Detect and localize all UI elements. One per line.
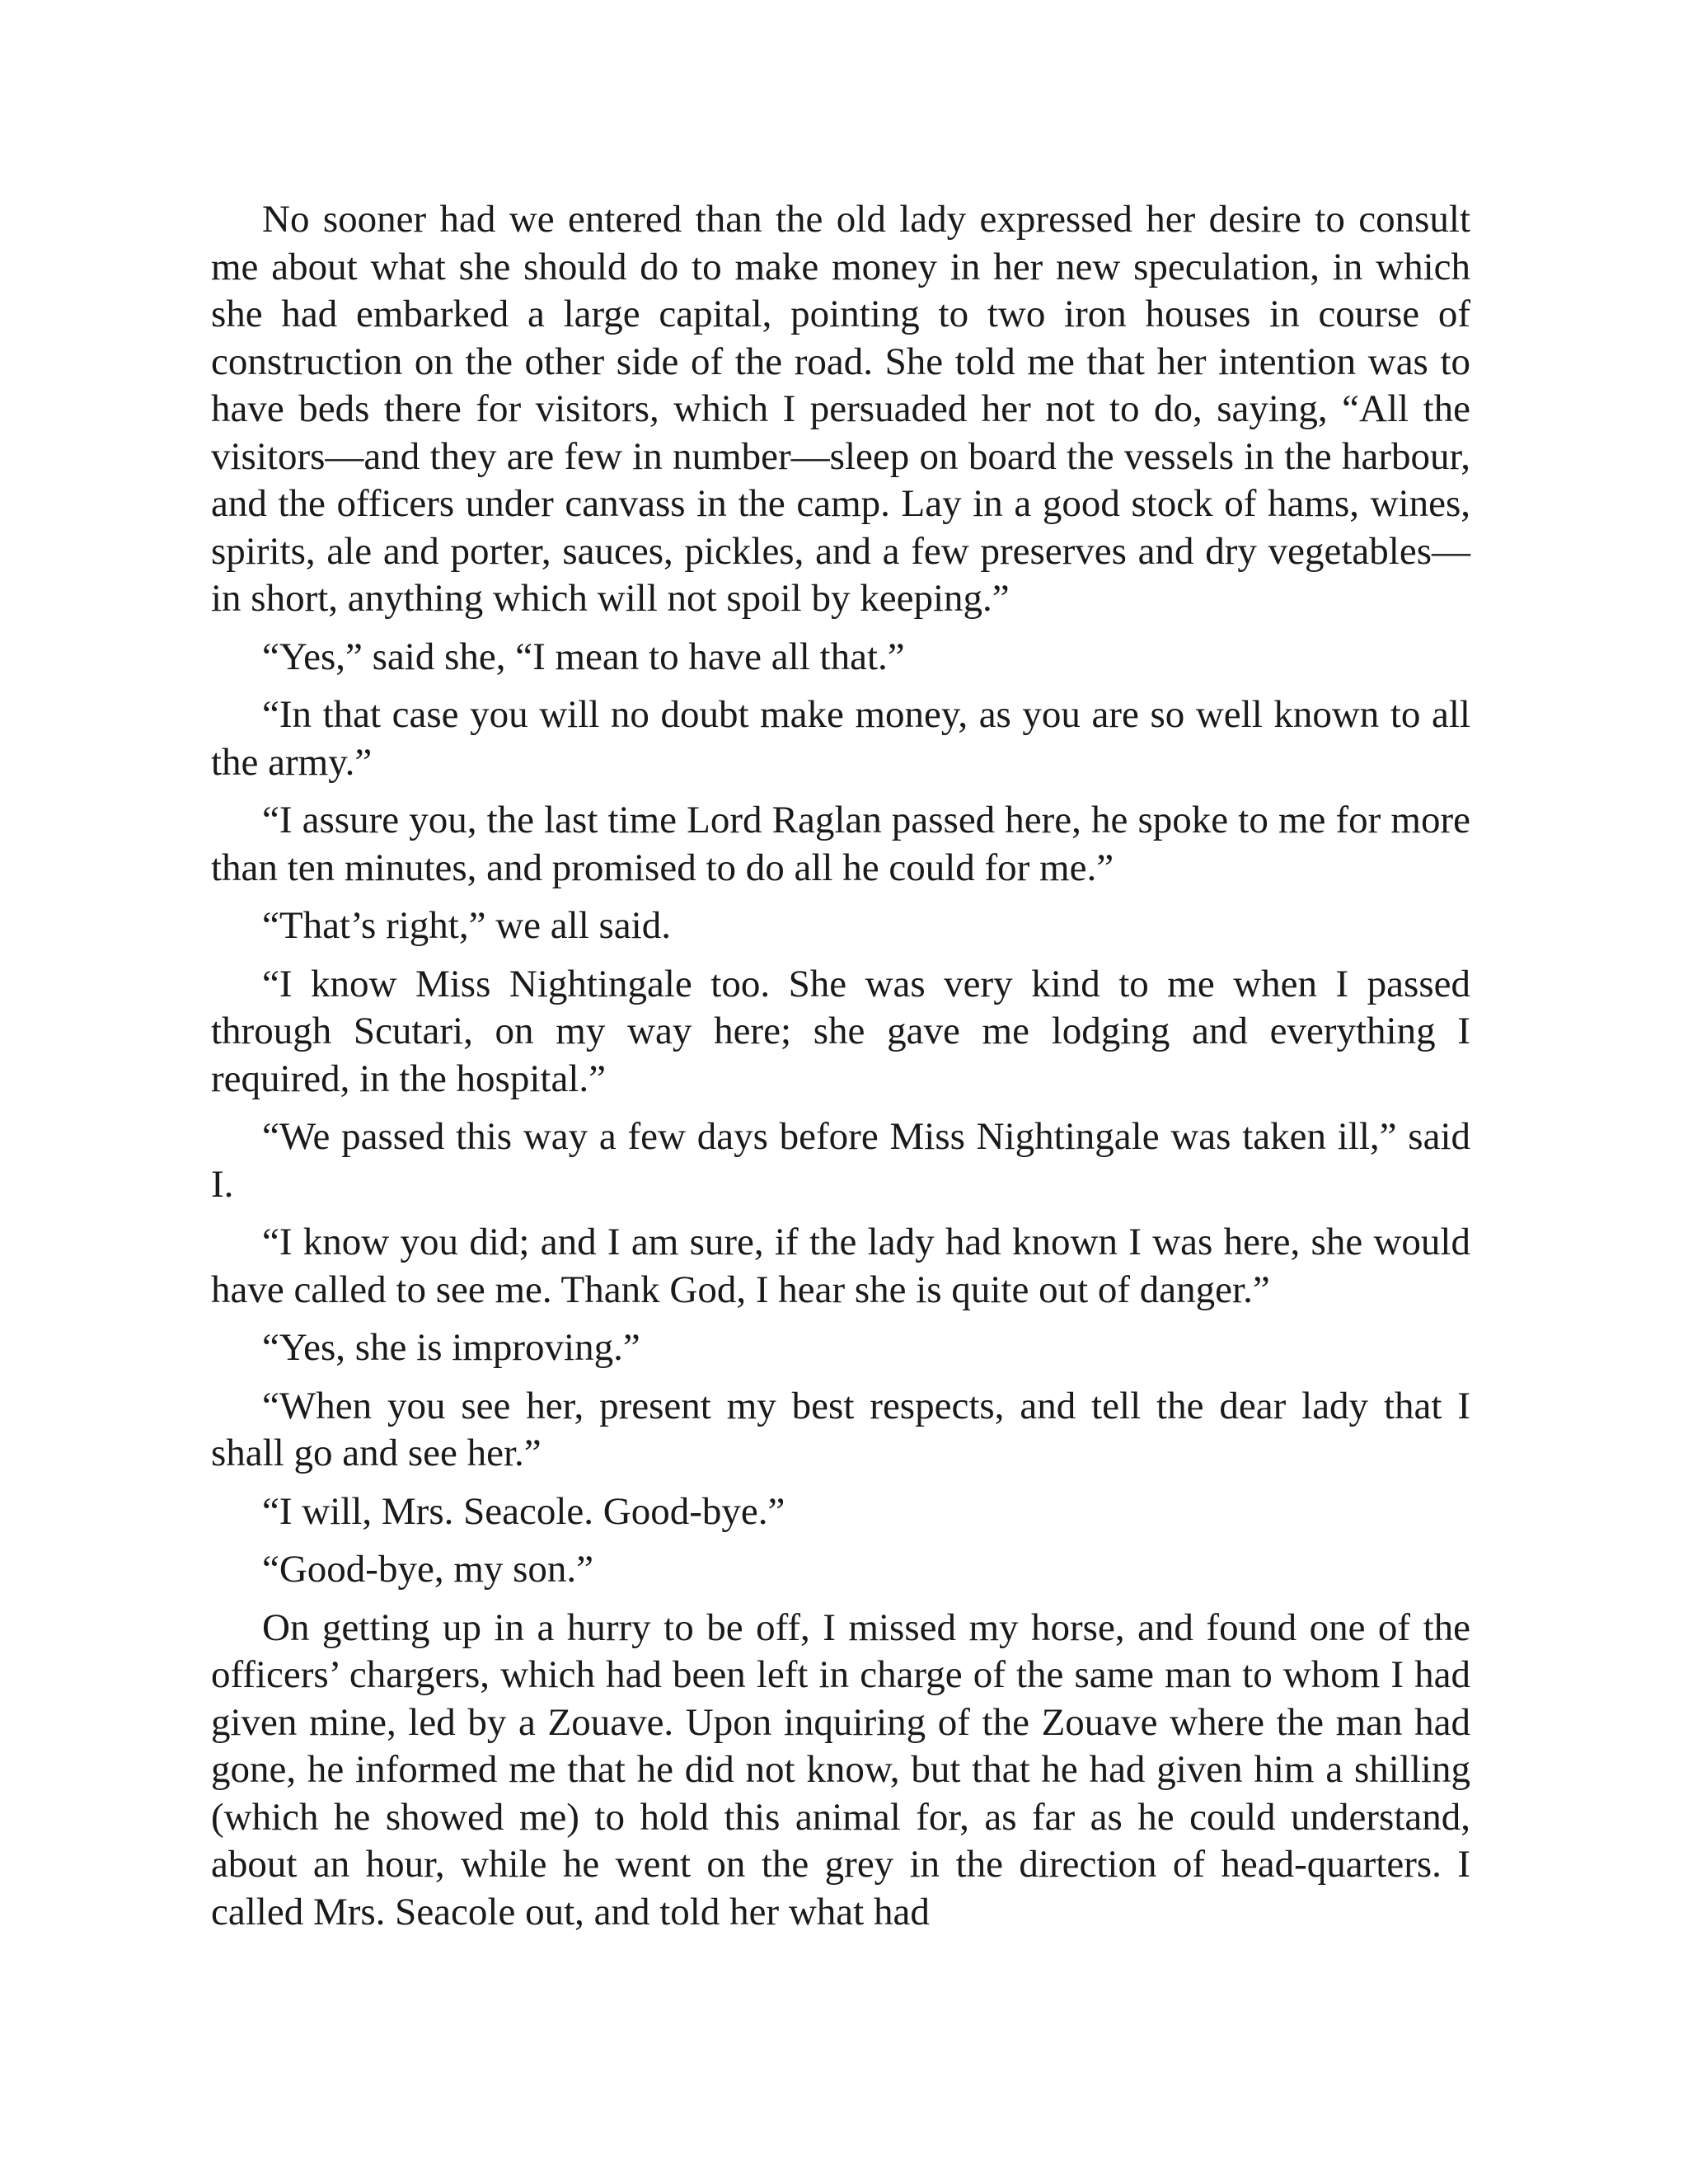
paragraph-good-bye-seacole: “I will, Mrs. Seacole. Good-bye.” [262, 1489, 785, 1533]
paragraph-i-know-you-did: “I know you did; and I am sure, if the lady had known I was here, she would have called to see me. Thank God, I hear she is quite out of danger.” [211, 1221, 1470, 1311]
paragraph-thats-right: “That’s right,” we all said. [262, 904, 671, 947]
paragraph-best-respects: “When you see her, present my best respects, and tell the dear lady that I shall go and see her.” [211, 1384, 1470, 1474]
paragraph-improving: “Yes, she is improving.” [262, 1326, 640, 1369]
paragraph-miss-nightingale: “I know Miss Nightingale too. She was very kind to me when I passed through Scutari, on my way here; she gave me lodging and everything I required, in the hospital.” [211, 962, 1470, 1100]
paragraph-passed-this-way: “We passed this way a few days before Miss Nightingale was taken ill,” said I. [211, 1115, 1470, 1206]
paragraph-make-money: “In that case you will no doubt make money, as you are so well known to all the army.” [211, 693, 1470, 784]
body-text [211, 196, 1470, 1936]
paragraph-missed-horse: On getting up in a hurry to be off, I missed my horse, and found one of the officers’ chargers, which had been left in charge of the same man to whom I had given mine, led by a Zouave. Upon inquiring of the Zouave where the man had gone, he informed me that he did not know, but that he had given him a shilling (which he showed me) to hold this animal for, as far as he could understand, about an hour, while he went on the grey in the direction of head-quarters. I called Mrs. Seacole out, and told her what had [211, 1605, 1470, 1933]
paragraph-entered-consult: No sooner had we entered than the old lady expressed her desire to consult me about what she should do to make money in her new speculation, in which she had embarked a large capital, pointing to two iron houses in course of construction on the other side of the road. She told me that her intention was to have beds there for visitors, which I persuaded her not to do, saying, “All the visitors—and they are few in number—sleep on board the vessels in the harbour, and the officers under canvass in the camp. Lay in a good stock of hams, wines, spirits, ale and porter, sauces, pickles, and a few preserves and dry vegetables—in short, anything which will not spoil by keeping.” [211, 198, 1470, 620]
paragraph-yes-said-she: “Yes,” said she, “I mean to have all that.” [262, 635, 905, 678]
paragraph-good-bye-son: “Good-bye, my son.” [262, 1548, 594, 1591]
paragraph-lord-raglan: “I assure you, the last time Lord Raglan passed here, he spoke to me for more than ten minutes, and promised to do all he could for me.” [211, 799, 1470, 889]
